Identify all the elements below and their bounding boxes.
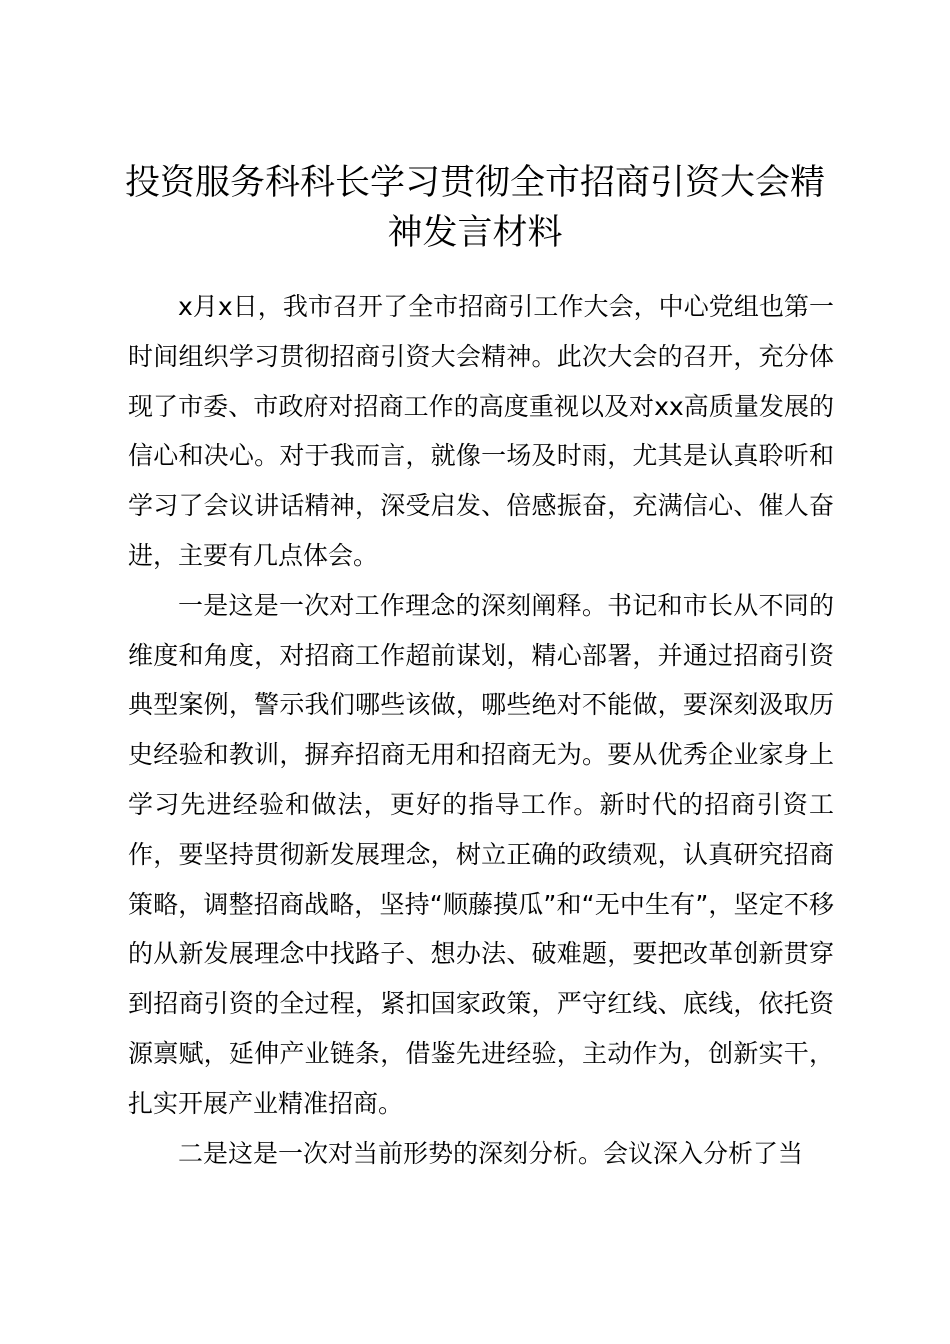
paragraph-point-two: 二是这是一次对当前形势的深刻分析。会议深入分析了当 [178, 1138, 804, 1168]
paragraph-intro: x月x日，我市召开了全市招商引工作大会，中心党组也第一时间组织学习贯彻招商引资大会精神。此次大会的召开，充分体现了市委、市政府对招商工作的高度重视以及对xx高质量发展的信心和决心。对于我而言，就像一场及时雨，尤其是认真聆听和学习了会议讲话精神，深受启发、倍感振奋，充满信心、催人奋进，主要有几点体会。 [128, 292, 834, 570]
paragraph-point-one: 一是这是一次对工作理念的深刻阐释。书记和市长从不同的维度和角度，对招商工作超前谋划，精心部署，并通过招商引资典型案例，警示我们哪些该做，哪些绝对不能做，要深刻汲取历史经验和教训，摒弃招商无用和招商无为。要从优秀企业家身上学习先进经验和做法，更好的指导工作。新时代的招商引资工作，要坚持贯彻新发展理念，树立正确的政绩观，认真研究招商策略，调整招商战略，坚持“顺藤摸瓜”和“无中生有”，坚定不移的从新发展理念中找路子、想办法、破难题，要把改革创新贯穿到招商引资的全过程，紧扣国家政策，严守红线、底线，依托资源禀赋，延伸产业链条，借鉴先进经验，主动作为，创新实干，扎实开展产业精准招商。 [128, 590, 834, 1118]
document-title: 投资服务科科长学习贯彻全市招商引资大会精神发言材料 [124, 163, 825, 253]
document-body [128, 282, 834, 1178]
